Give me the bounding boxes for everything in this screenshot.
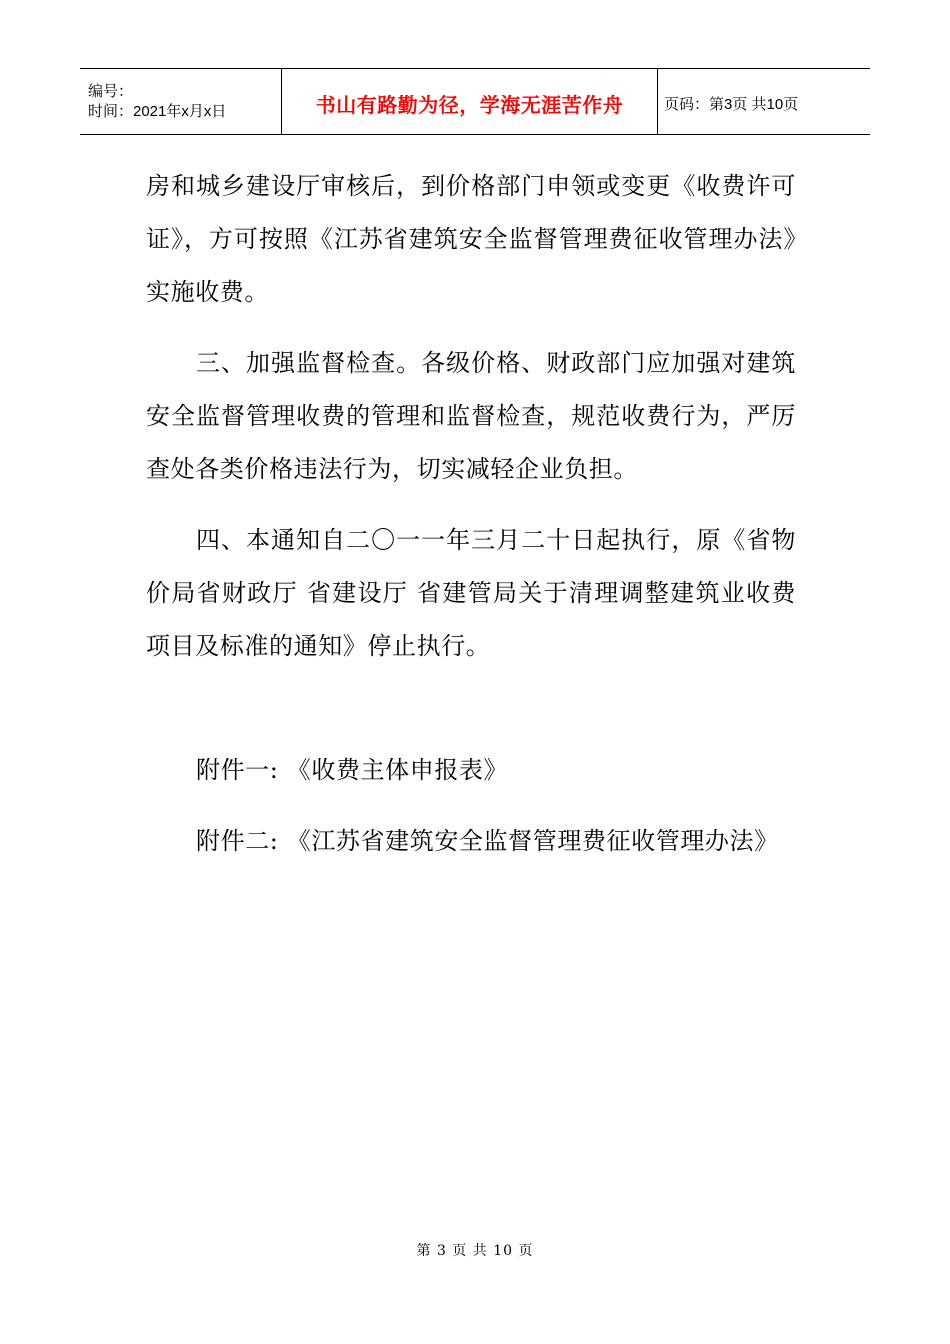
document-header	[80, 68, 870, 135]
header-motto: 书山有路勤为径，学海无涯苦作舟	[315, 93, 624, 117]
paragraph-continuation: 房和城乡建设厅审核后，到价格部门申领或变更《收费许可证》，方可按照《江苏省建筑安全监督管理费征收管理办法》实施收费。	[146, 172, 796, 306]
header-page-info-cell	[658, 69, 870, 134]
attachment-one: 附件一: 《收费主体申报表》	[196, 756, 509, 784]
attachment-two: 附件二: 《江苏省建筑安全监督管理费征收管理办法》	[196, 827, 779, 855]
number-label: 编号：	[88, 82, 134, 100]
paragraph-section-three: 三、加强监督检查。各级价格、财政部门应加强对建筑安全监督管理收费的管理和监督检查，规范收费行为，严厉查处各类价格违法行为，切实减轻企业负担。	[146, 349, 796, 483]
header-meta	[80, 69, 282, 134]
header-motto-cell	[282, 69, 658, 134]
header-page-info: 页码：第3页 共10页	[664, 96, 799, 113]
document-body	[146, 160, 796, 868]
paragraph-section-four: 四、本通知自二〇一一年三月二十日起执行，原《省物价局省财政厅 省建设厅 省建管局关于清理调整建筑业收费项目及标准的通知》停止执行。	[146, 526, 796, 660]
date-line: 时间：2021年x月x日	[88, 102, 227, 120]
page-footer: 第 3 页 共 10 页	[416, 1243, 534, 1259]
